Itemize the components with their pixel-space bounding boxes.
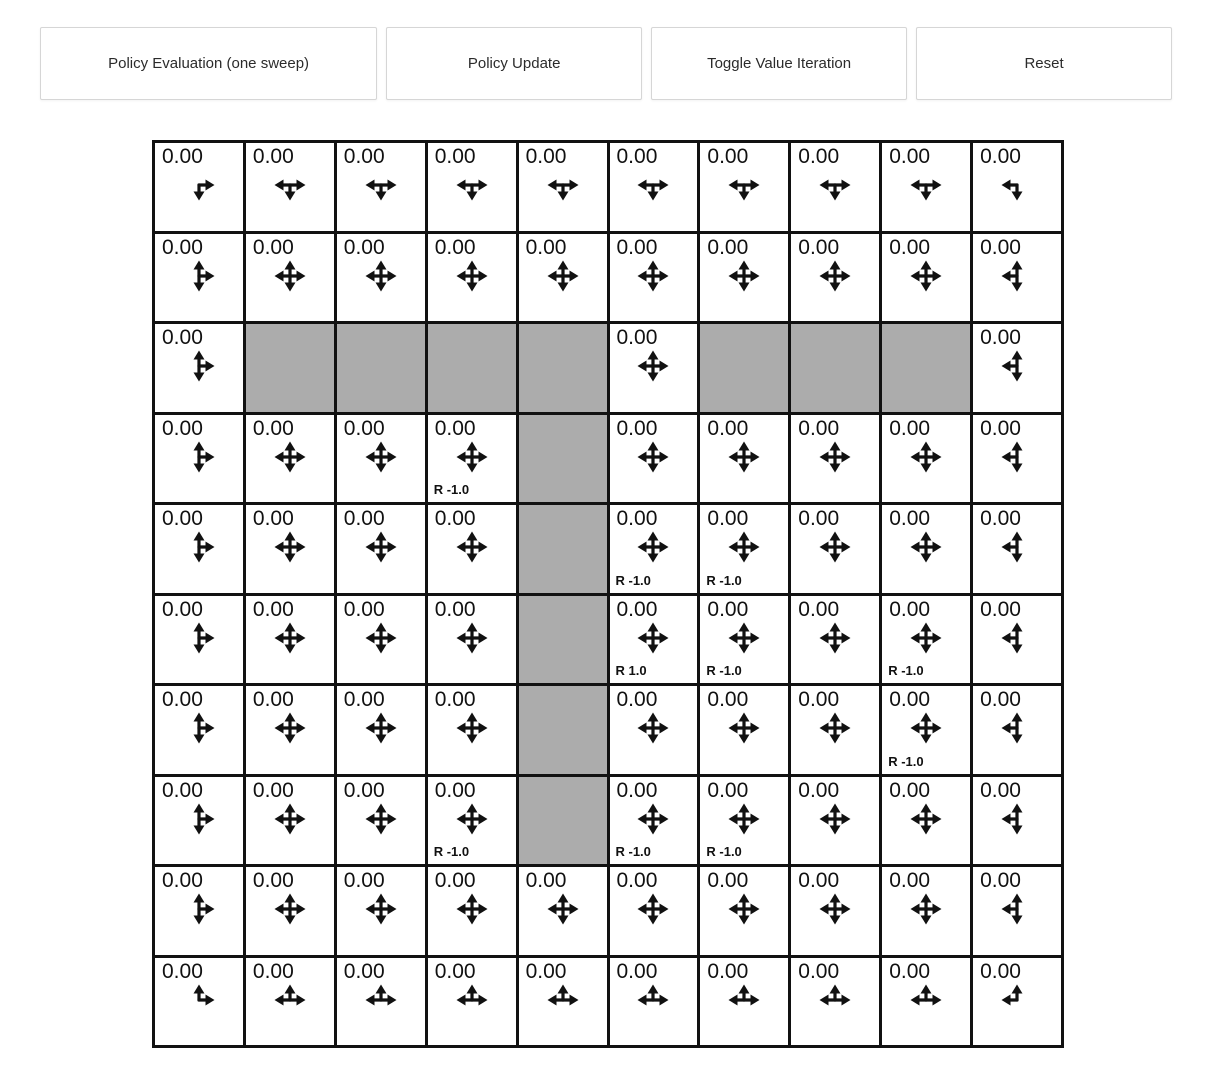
state-value: 0.00: [343, 597, 385, 621]
state-cell-r6c9: [973, 686, 1061, 774]
policy-arrows-icon: [182, 711, 216, 745]
state-value: 0.00: [980, 416, 1021, 440]
state-value: 0.00: [525, 959, 567, 983]
state-value: 0.00: [616, 416, 658, 440]
policy-arrows-icon: [273, 621, 307, 655]
policy-arrows-icon: [636, 440, 670, 474]
state-value: 0.00: [707, 597, 749, 621]
policy-arrows-icon: [818, 983, 852, 1017]
state-value: 0.00: [343, 145, 385, 168]
state-cell-r1c9: [973, 234, 1061, 322]
policy-arrows-icon: [727, 802, 761, 836]
policy-arrows-icon: [818, 892, 852, 926]
policy-arrows-icon: [818, 621, 852, 655]
policy-arrows-icon: [182, 983, 216, 1017]
state-value: 0.00: [616, 597, 658, 621]
policy-arrows-icon: [273, 802, 307, 836]
policy-arrows-icon: [546, 259, 580, 293]
state-value: 0.00: [889, 507, 931, 530]
policy-arrows-icon: [364, 711, 398, 745]
policy-arrows-icon: [818, 802, 852, 836]
state-value: 0.00: [889, 869, 931, 892]
state-value: 0.00: [980, 869, 1021, 892]
state-cell-r9c0: [155, 958, 243, 1046]
state-cell-r4c5: [610, 505, 698, 593]
state-cell-r3c2: [337, 415, 425, 503]
state-value: 0.00: [980, 145, 1021, 168]
wall-cell-r4c4: [519, 505, 607, 593]
state-value: 0.00: [252, 235, 294, 259]
state-cell-r0c0: [155, 143, 243, 231]
state-cell-r7c2: [337, 777, 425, 865]
state-cell-r5c3: [428, 596, 516, 684]
policy-arrows-icon: [636, 168, 670, 202]
state-cell-r0c2: [337, 143, 425, 231]
state-cell-r3c6: [700, 415, 788, 503]
state-cell-r3c5: [610, 415, 698, 503]
state-cell-r7c8: [882, 777, 970, 865]
state-value: 0.00: [343, 235, 385, 259]
state-cell-r0c4: [519, 143, 607, 231]
policy-arrows-icon: [364, 530, 398, 564]
policy-arrows-icon: [182, 802, 216, 836]
state-value: 0.00: [980, 778, 1021, 802]
policy-arrows-icon: [455, 621, 489, 655]
state-cell-r6c6: [700, 686, 788, 774]
policy-arrows-icon: [273, 168, 307, 202]
state-value: 0.00: [616, 145, 658, 168]
state-value: 0.00: [162, 326, 203, 349]
state-value: 0.00: [434, 688, 476, 711]
state-cell-r3c7: [791, 415, 879, 503]
state-cell-r6c1: [246, 686, 334, 774]
policy-arrows-icon: [182, 530, 216, 564]
toolbar: [40, 27, 1172, 100]
state-cell-r1c2: [337, 234, 425, 322]
state-value: 0.00: [707, 869, 749, 892]
reward-label: R -1.0: [433, 482, 470, 497]
state-cell-r5c8: [882, 596, 970, 684]
state-cell-r8c4: [519, 867, 607, 955]
wall-cell-r2c1: [246, 324, 334, 412]
policy-arrows-icon: [182, 892, 216, 926]
state-value: 0.00: [343, 959, 385, 983]
state-cell-r1c5: [610, 234, 698, 322]
state-cell-r6c7: [791, 686, 879, 774]
state-value: 0.00: [889, 688, 931, 711]
policy-arrows-icon: [909, 440, 943, 474]
state-cell-r5c0: [155, 596, 243, 684]
policy-arrows-icon: [636, 892, 670, 926]
state-value: 0.00: [162, 235, 203, 259]
policy-arrows-icon: [364, 802, 398, 836]
state-value: 0.00: [252, 869, 294, 892]
state-cell-r8c8: [882, 867, 970, 955]
reward-label: R -1.0: [888, 753, 924, 769]
state-cell-r6c5: [610, 686, 698, 774]
state-value: 0.00: [798, 597, 840, 621]
policy-arrows-icon: [364, 440, 398, 474]
policy-arrows-icon: [1000, 530, 1034, 564]
policy-arrows-icon: [364, 621, 398, 655]
state-cell-r3c3: [428, 415, 516, 503]
state-value: 0.00: [707, 145, 749, 168]
policy-arrows-icon: [455, 802, 489, 836]
policy-arrows-icon: [818, 530, 852, 564]
state-cell-r0c7: [791, 143, 879, 231]
state-cell-r2c5: [610, 324, 698, 412]
policy-arrows-icon: [1000, 983, 1034, 1017]
state-value: 0.00: [162, 507, 203, 530]
policy-arrows-icon: [1000, 440, 1034, 474]
policy-arrows-icon: [455, 530, 489, 564]
state-cell-r3c9: [973, 415, 1061, 503]
policy-arrows-icon: [1000, 349, 1034, 383]
state-value: 0.00: [162, 597, 203, 621]
state-cell-r1c3: [428, 234, 516, 322]
state-cell-r5c1: [246, 596, 334, 684]
state-cell-r7c5: [610, 777, 698, 865]
reward-label: R -1.0: [706, 844, 742, 859]
toggle-value-iteration-button[interactable]: Toggle Value Iteration: [651, 27, 907, 100]
policy-arrows-icon: [909, 802, 943, 836]
policy-arrows-icon: [909, 892, 943, 926]
state-value: 0.00: [798, 145, 840, 168]
policy-arrows-icon: [455, 983, 489, 1017]
policy-arrows-icon: [818, 440, 852, 474]
reward-label: R -1.0: [615, 572, 651, 588]
state-value: 0.00: [252, 688, 294, 711]
state-cell-r4c7: [791, 505, 879, 593]
state-cell-r1c4: [519, 234, 607, 322]
state-value: 0.00: [162, 778, 203, 802]
state-cell-r4c3: [428, 505, 516, 593]
state-value: 0.00: [343, 778, 385, 802]
state-value: 0.00: [525, 869, 567, 892]
state-cell-r6c0: [155, 686, 243, 774]
state-cell-r9c5: [610, 958, 698, 1046]
policy-arrows-icon: [909, 259, 943, 293]
reward-label: R 1.0: [615, 663, 647, 678]
policy-arrows-icon: [909, 530, 943, 564]
state-cell-r9c6: [700, 958, 788, 1046]
state-value: 0.00: [707, 959, 749, 983]
state-value: 0.00: [889, 235, 931, 259]
policy-arrows-icon: [182, 259, 216, 293]
state-value: 0.00: [707, 416, 749, 440]
policy-arrows-icon: [1000, 892, 1034, 926]
policy-update-button[interactable]: Policy Update: [386, 27, 642, 100]
state-value: 0.00: [252, 778, 294, 802]
state-value: 0.00: [434, 778, 476, 802]
state-value: 0.00: [980, 326, 1021, 349]
state-value: 0.00: [434, 145, 476, 168]
policy-arrows-icon: [636, 711, 670, 745]
state-value: 0.00: [798, 869, 840, 892]
policy-arrows-icon: [636, 621, 670, 655]
state-cell-r5c5: [610, 596, 698, 684]
state-value: 0.00: [798, 959, 840, 983]
state-cell-r5c2: [337, 596, 425, 684]
wall-cell-r2c2: [337, 324, 425, 412]
state-cell-r9c8: [882, 958, 970, 1046]
policy-arrows-icon: [182, 621, 216, 655]
policy-arrows-icon: [546, 168, 580, 202]
state-cell-r9c7: [791, 958, 879, 1046]
state-value: 0.00: [434, 959, 476, 983]
state-value: 0.00: [707, 235, 749, 259]
gridworld-grid: [152, 140, 1064, 1048]
policy-arrows-icon: [1000, 259, 1034, 293]
state-value: 0.00: [616, 688, 658, 711]
state-value: 0.00: [525, 235, 567, 259]
policy-arrows-icon: [273, 440, 307, 474]
reward-label: R -1.0: [888, 663, 924, 678]
policy-arrows-icon: [727, 168, 761, 202]
state-cell-r3c0: [155, 415, 243, 503]
state-cell-r4c6: [700, 505, 788, 593]
state-cell-r4c9: [973, 505, 1061, 593]
policy-arrows-icon: [455, 259, 489, 293]
state-value: 0.00: [252, 959, 294, 983]
state-cell-r6c8: [882, 686, 970, 774]
wall-cell-r2c3: [428, 324, 516, 412]
policy-arrows-icon: [364, 892, 398, 926]
state-value: 0.00: [252, 416, 294, 440]
state-cell-r0c8: [882, 143, 970, 231]
policy-arrows-icon: [1000, 168, 1034, 202]
state-cell-r1c7: [791, 234, 879, 322]
state-value: 0.00: [252, 145, 294, 168]
state-value: 0.00: [980, 235, 1021, 259]
state-cell-r8c6: [700, 867, 788, 955]
state-value: 0.00: [252, 507, 294, 530]
state-value: 0.00: [162, 688, 203, 711]
state-value: 0.00: [980, 688, 1021, 711]
state-value: 0.00: [980, 507, 1021, 530]
state-value: 0.00: [980, 597, 1021, 621]
policy-arrows-icon: [636, 349, 670, 383]
wall-cell-r2c7: [791, 324, 879, 412]
policy-arrows-icon: [1000, 621, 1034, 655]
reward-label: R -1.0: [615, 844, 651, 859]
policy-arrows-icon: [818, 259, 852, 293]
policy-arrows-icon: [1000, 802, 1034, 836]
policy-arrows-icon: [727, 530, 761, 564]
policy-arrows-icon: [909, 711, 943, 745]
state-value: 0.00: [162, 416, 203, 440]
policy-arrows-icon: [636, 983, 670, 1017]
wall-cell-r3c4: [519, 415, 607, 503]
state-cell-r7c6: [700, 777, 788, 865]
state-value: 0.00: [616, 778, 658, 802]
state-cell-r8c3: [428, 867, 516, 955]
state-cell-r4c1: [246, 505, 334, 593]
state-value: 0.00: [525, 145, 567, 168]
state-value: 0.00: [798, 416, 840, 440]
state-value: 0.00: [707, 688, 749, 711]
state-cell-r2c9: [973, 324, 1061, 412]
state-value: 0.00: [798, 688, 840, 711]
state-value: 0.00: [343, 688, 385, 711]
policy-arrows-icon: [182, 440, 216, 474]
state-value: 0.00: [889, 597, 931, 621]
wall-cell-r2c6: [700, 324, 788, 412]
state-cell-r9c3: [428, 958, 516, 1046]
policy-arrows-icon: [273, 711, 307, 745]
policy-arrows-icon: [727, 621, 761, 655]
policy-arrows-icon: [909, 621, 943, 655]
state-value: 0.00: [889, 959, 931, 983]
state-value: 0.00: [162, 959, 203, 983]
state-cell-r9c4: [519, 958, 607, 1046]
policy-arrows-icon: [1000, 711, 1034, 745]
policy-arrows-icon: [727, 892, 761, 926]
state-cell-r0c5: [610, 143, 698, 231]
state-value: 0.00: [434, 869, 476, 892]
state-cell-r8c2: [337, 867, 425, 955]
state-cell-r5c9: [973, 596, 1061, 684]
reset-button[interactable]: Reset: [916, 27, 1172, 100]
state-value: 0.00: [434, 235, 476, 259]
policy-arrows-icon: [727, 440, 761, 474]
wall-cell-r6c4: [519, 686, 607, 774]
state-value: 0.00: [707, 507, 749, 530]
policy-arrows-icon: [727, 259, 761, 293]
policy-arrows-icon: [364, 983, 398, 1017]
policy-arrows-icon: [636, 802, 670, 836]
policy-arrows-icon: [909, 983, 943, 1017]
state-cell-r4c0: [155, 505, 243, 593]
wall-cell-r2c8: [882, 324, 970, 412]
policy-arrows-icon: [273, 983, 307, 1017]
state-cell-r8c7: [791, 867, 879, 955]
policy-arrows-icon: [909, 168, 943, 202]
policy-arrows-icon: [455, 168, 489, 202]
state-value: 0.00: [434, 597, 476, 621]
policy-arrows-icon: [182, 168, 216, 202]
state-cell-r1c0: [155, 234, 243, 322]
state-cell-r2c0: [155, 324, 243, 412]
state-value: 0.00: [616, 235, 658, 259]
state-value: 0.00: [343, 416, 385, 440]
state-value: 0.00: [162, 145, 203, 168]
policy-arrows-icon: [455, 892, 489, 926]
state-cell-r6c3: [428, 686, 516, 774]
state-cell-r4c8: [882, 505, 970, 593]
state-cell-r7c9: [973, 777, 1061, 865]
state-value: 0.00: [798, 778, 840, 802]
state-cell-r5c6: [700, 596, 788, 684]
state-cell-r0c1: [246, 143, 334, 231]
state-value: 0.00: [889, 416, 931, 440]
state-value: 0.00: [798, 235, 840, 259]
state-cell-r7c0: [155, 777, 243, 865]
state-value: 0.00: [889, 145, 931, 168]
policy-arrows-icon: [455, 440, 489, 474]
policy-arrows-icon: [727, 711, 761, 745]
reward-label: R -1.0: [433, 844, 470, 859]
state-value: 0.00: [889, 778, 931, 802]
state-cell-r7c7: [791, 777, 879, 865]
state-cell-r7c3: [428, 777, 516, 865]
state-cell-r7c1: [246, 777, 334, 865]
state-cell-r9c9: [973, 958, 1061, 1046]
wall-cell-r5c4: [519, 596, 607, 684]
state-cell-r8c9: [973, 867, 1061, 955]
state-value: 0.00: [252, 597, 294, 621]
policy-arrows-icon: [273, 530, 307, 564]
state-value: 0.00: [434, 416, 476, 440]
policy-arrows-icon: [546, 892, 580, 926]
state-cell-r4c2: [337, 505, 425, 593]
state-cell-r3c8: [882, 415, 970, 503]
state-cell-r9c1: [246, 958, 334, 1046]
state-cell-r5c7: [791, 596, 879, 684]
policy-arrows-icon: [636, 530, 670, 564]
state-value: 0.00: [980, 959, 1021, 983]
state-cell-r1c1: [246, 234, 334, 322]
state-cell-r1c6: [700, 234, 788, 322]
state-cell-r3c1: [246, 415, 334, 503]
state-cell-r8c0: [155, 867, 243, 955]
reward-label: R -1.0: [706, 663, 742, 678]
wall-cell-r7c4: [519, 777, 607, 865]
policy-evaluation-button[interactable]: Policy Evaluation (one sweep): [40, 27, 377, 100]
state-cell-r0c3: [428, 143, 516, 231]
policy-arrows-icon: [273, 892, 307, 926]
state-cell-r1c8: [882, 234, 970, 322]
policy-arrows-icon: [364, 168, 398, 202]
state-value: 0.00: [616, 326, 658, 349]
state-value: 0.00: [798, 507, 840, 530]
state-cell-r0c9: [973, 143, 1061, 231]
state-value: 0.00: [616, 869, 658, 892]
policy-arrows-icon: [818, 168, 852, 202]
state-value: 0.00: [616, 507, 658, 530]
state-cell-r8c1: [246, 867, 334, 955]
state-value: 0.00: [162, 869, 203, 892]
state-cell-r6c2: [337, 686, 425, 774]
state-value: 0.00: [616, 959, 658, 983]
policy-arrows-icon: [182, 349, 216, 383]
reward-label: R -1.0: [706, 572, 742, 588]
policy-arrows-icon: [636, 259, 670, 293]
policy-arrows-icon: [273, 259, 307, 293]
state-value: 0.00: [707, 778, 749, 802]
state-value: 0.00: [343, 869, 385, 892]
state-cell-r8c5: [610, 867, 698, 955]
state-value: 0.00: [343, 507, 385, 530]
policy-arrows-icon: [546, 983, 580, 1017]
state-cell-r9c2: [337, 958, 425, 1046]
wall-cell-r2c4: [519, 324, 607, 412]
state-cell-r0c6: [700, 143, 788, 231]
state-value: 0.00: [434, 507, 476, 530]
policy-arrows-icon: [727, 983, 761, 1017]
policy-arrows-icon: [364, 259, 398, 293]
policy-arrows-icon: [455, 711, 489, 745]
policy-arrows-icon: [818, 711, 852, 745]
